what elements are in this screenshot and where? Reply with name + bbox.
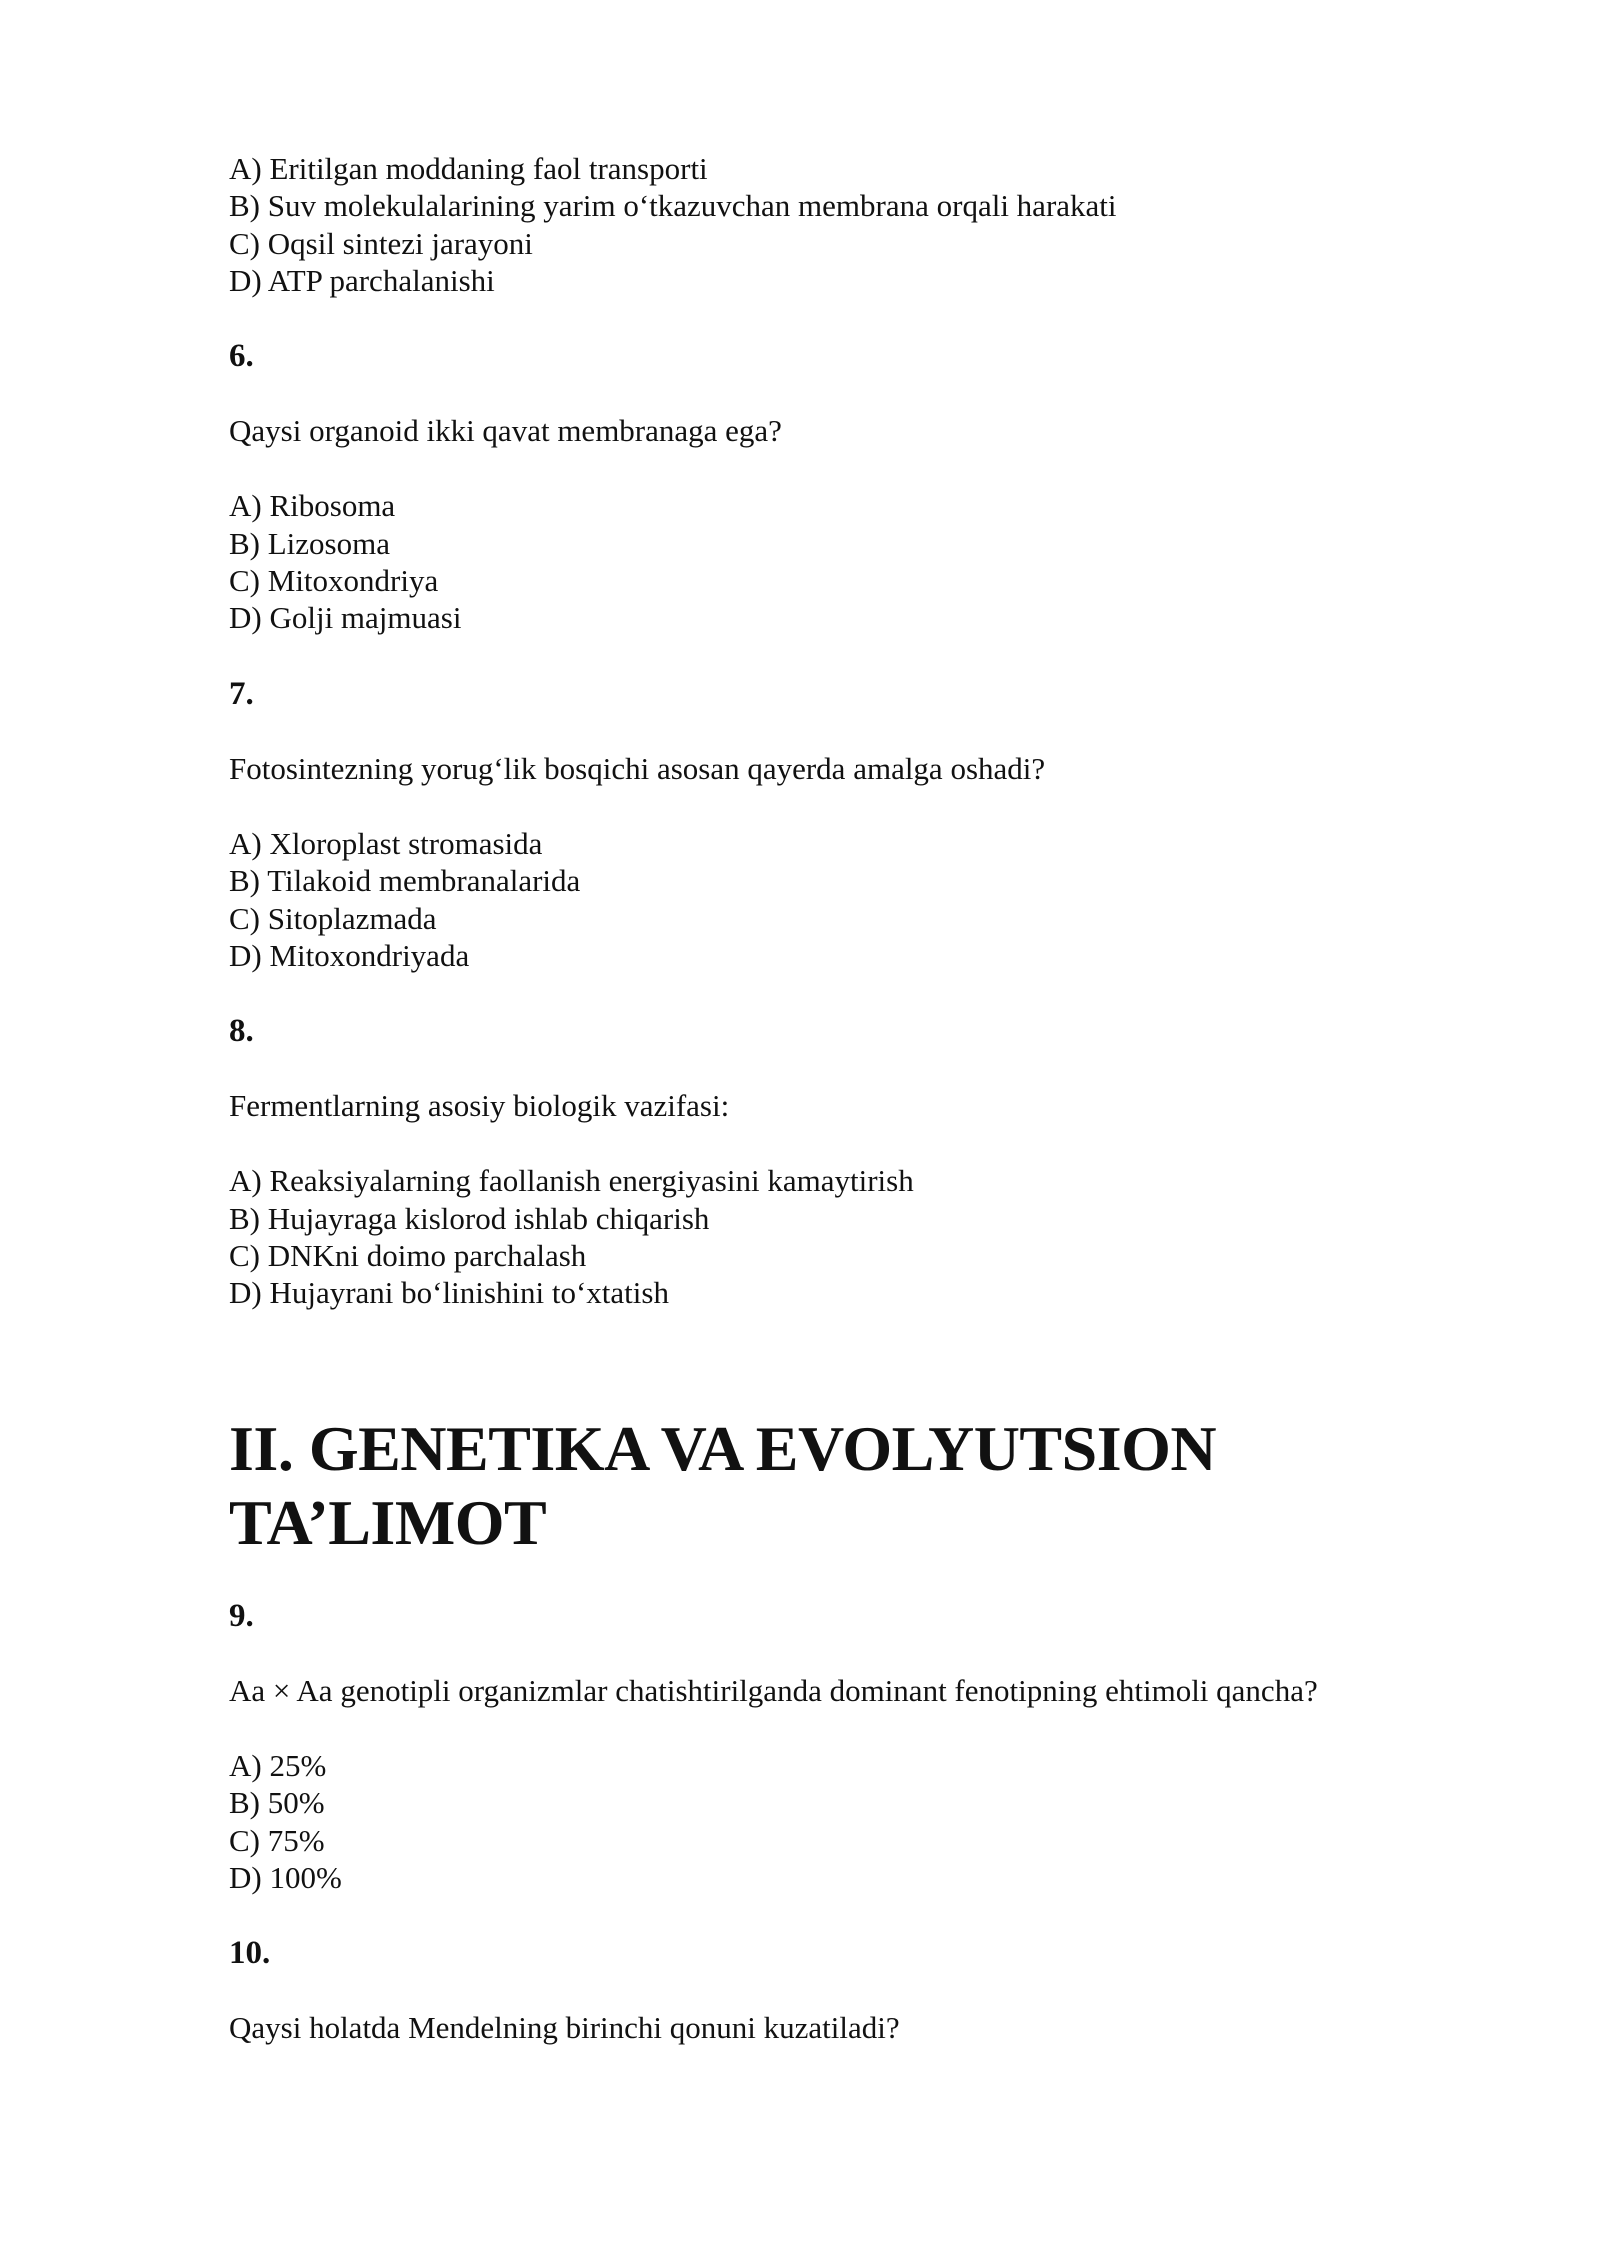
- section-heading-line-2: TA’LIMOT: [229, 1486, 547, 1558]
- question-6-options: [229, 487, 1429, 636]
- option-b: B) Lizosoma: [229, 525, 390, 561]
- option-b: B) 50%: [229, 1785, 325, 1821]
- question-6-number: 6.: [229, 338, 254, 375]
- option-b: B) Suv molekulalarining yarim o‘tkazuvchan membrana orqali harakati: [229, 188, 1117, 224]
- question-7-text: Fotosintezning yorug‘lik bosqichi asosan qayerda amalga oshadi?: [229, 750, 1046, 786]
- option-d: D) Hujayrani bo‘linishini to‘xtatish: [229, 1275, 669, 1311]
- option-d: D) Golji majmuasi: [229, 600, 462, 636]
- question-5-options: [229, 150, 1429, 299]
- question-6-text: Qaysi organoid ikki qavat membranaga ega?: [229, 413, 782, 449]
- option-a: A) Eritilgan moddaning faol transporti: [229, 151, 708, 186]
- document-page: [229, 150, 1429, 2046]
- section-heading: [229, 1412, 1429, 1560]
- option-c: C) Sitoplazmada: [229, 900, 437, 936]
- question-10-text: Qaysi holatda Mendelning birinchi qonuni kuzatiladi?: [229, 2010, 900, 2046]
- option-c: C) Oqsil sintezi jarayoni: [229, 225, 533, 261]
- section-heading-line-1: II. GENETIKA VA EVOLYUTSION: [229, 1412, 1217, 1484]
- option-d: D) Mitoxondriyada: [229, 937, 470, 973]
- option-b: B) Hujayraga kislorod ishlab chiqarish: [229, 1200, 710, 1236]
- option-d: D) 100%: [229, 1859, 342, 1895]
- option-a: A) Reaksiyalarning faollanish energiyasini kamaytirish: [229, 1163, 914, 1199]
- option-b: B) Tilakoid membranalarida: [229, 863, 581, 899]
- question-10-number: 10.: [229, 1935, 271, 1972]
- question-7-number: 7.: [229, 675, 254, 712]
- option-a: A) Ribosoma: [229, 488, 396, 524]
- option-a: A) Xloroplast stromasida: [229, 825, 543, 861]
- option-c: C) 75%: [229, 1822, 325, 1858]
- option-d: D) ATP parchalanishi: [229, 262, 495, 298]
- question-9-number: 9.: [229, 1597, 254, 1634]
- question-7-options: [229, 825, 1429, 974]
- question-8-text: Fermentlarning asosiy biologik vazifasi:: [229, 1088, 730, 1124]
- question-8-options: [229, 1162, 1429, 1311]
- question-9-text: Aa × Aa genotipli organizmlar chatishtirilganda dominant fenotipning ehtimoli qancha?: [229, 1672, 1318, 1708]
- question-8-number: 8.: [229, 1013, 254, 1050]
- option-c: C) Mitoxondriya: [229, 563, 439, 599]
- question-9-options: [229, 1747, 1429, 1896]
- option-a: A) 25%: [229, 1747, 327, 1783]
- option-c: C) DNKni doimo parchalash: [229, 1238, 587, 1274]
